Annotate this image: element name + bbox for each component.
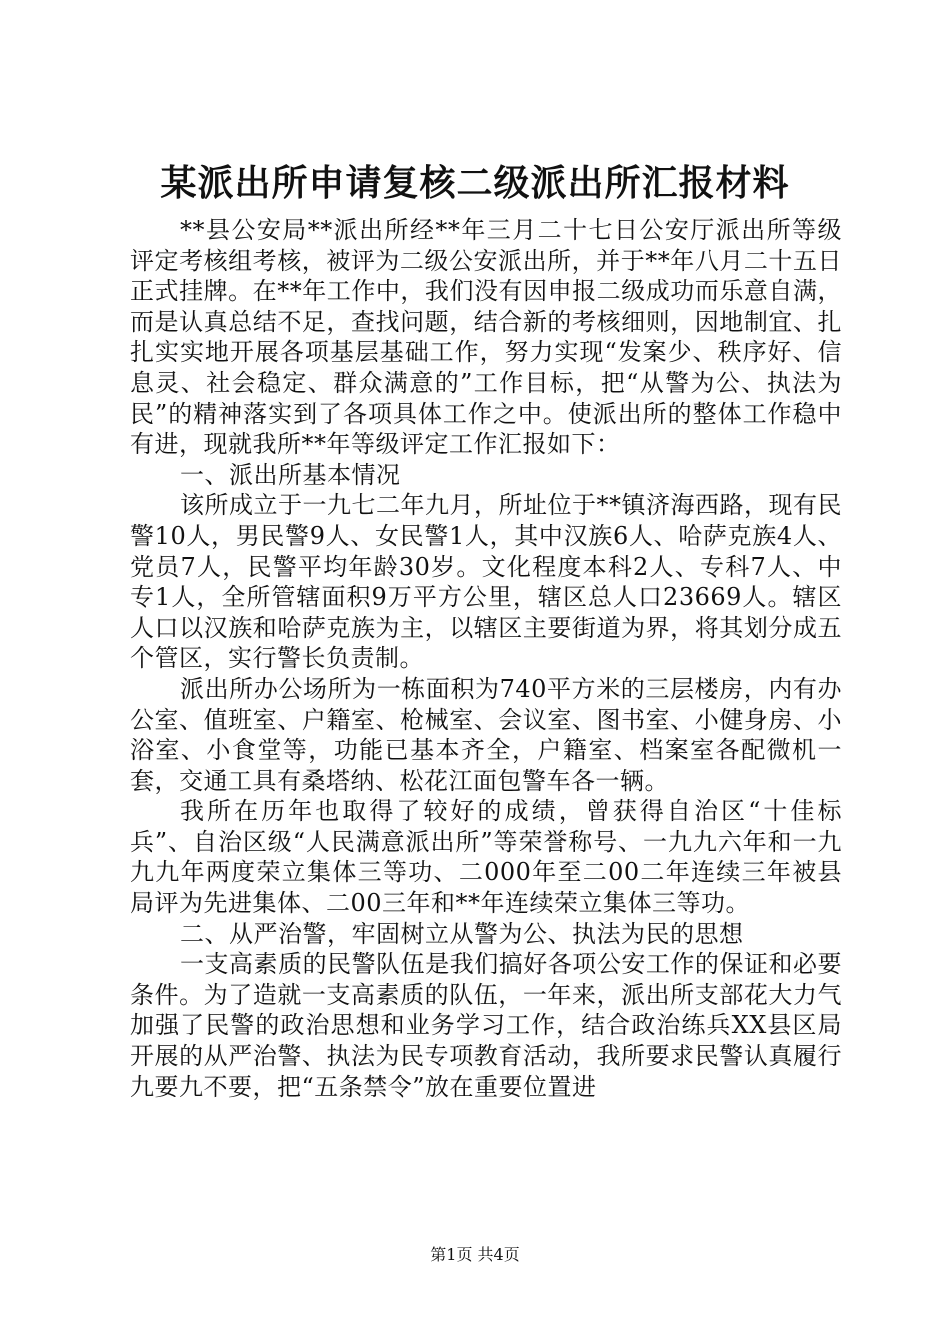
paragraph-honors: 我所在历年也取得了较好的成绩，曾获得自治区“十佳标兵”、自治区级“人民满意派出所”等荣誉称号、一九九六年和一九九九年两度荣立集体三等功、二000年至二00二年连续三年被县局评为先进集体、二00三年和**年连续荣立集体三等功。 bbox=[130, 797, 842, 918]
paragraph-office-facilities: 派出所办公场所为一栋面积为740平方米的三层楼房，内有办公室、值班室、户籍室、枪械室、会议室、图书室、小健身房、小浴室、小食堂等，功能已基本齐全，户籍室、档案室各配微机一套，交通工具有桑塔纳、松花江面包警车各一辆。 bbox=[130, 674, 842, 795]
paragraph-team-quality: 一支高素质的民警队伍是我们搞好各项公安工作的保证和必要条件。为了造就一支高素质的队伍，一年来，派出所支部花大力气加强了民警的政治思想和业务学习工作，结合政治练兵XX县区局开展的从严治警、执法为民专项教育活动，我所要求民警认真履行九要九不要，把“五条禁令”放在重要位置进 bbox=[130, 950, 842, 1101]
section-heading-1: 一、派出所基本情况 bbox=[180, 460, 401, 489]
section-heading-2: 二、从严治警，牢固树立从警为公、执法为民的思想 bbox=[180, 919, 744, 948]
paragraph-intro: **县公安局**派出所经**年三月二十七日公安厅派出所等级评定考核组考核，被评为二级公安派出所，并于**年八月二十五日正式挂牌。在**年工作中，我们没有因申报二级成功而乐意自满，而是认真总结不足，查找问题，结合新的考核细则，因地制宜、扎扎实实地开展各项基层基础工作，努力实现“发案少、秩序好、信息灵、社会稳定、群众满意的”工作目标，把“从警为公、执法为民”的精神落实到了各项具体工作之中。使派出所的整体工作稳中有进，现就我所**年等级评定工作汇报如下： bbox=[130, 216, 842, 459]
document-title: 某派出所申请复核二级派出所汇报材料 bbox=[160, 162, 790, 204]
page-number-footer: 第1页 共4页 bbox=[430, 1245, 520, 1264]
document-body bbox=[130, 215, 842, 1102]
paragraph-basic-info: 该所成立于一九七二年九月，所址位于**镇济海西路，现有民警10人，男民警9人、女民警1人，其中汉族6人、哈萨克族4人、党员7人，民警平均年龄30岁。文化程度本科2人、专科7人、中专1人，全所管辖面积9万平方公里，辖区总人口23669人。辖区人口以汉族和哈萨克族为主，以辖区主要街道为界，将其划分成五个管区，实行警长负责制。 bbox=[130, 491, 842, 673]
